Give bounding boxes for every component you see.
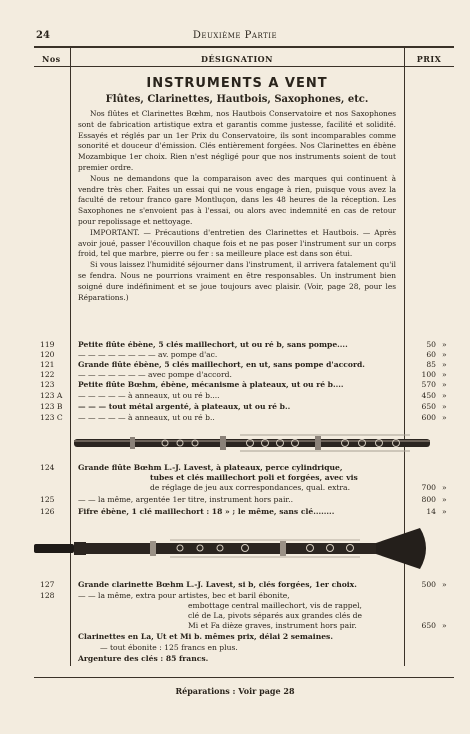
item-price: 85 [426, 360, 436, 369]
item-description: — — — — — — — avec pompe d'accord. [78, 370, 232, 379]
item-number: 124 [40, 463, 55, 472]
price-mark: » [442, 370, 447, 379]
item-description-continued: de réglage de jeu aux correspondances, qual. extra. [150, 483, 350, 492]
item-description: Grande clarinette Bœhm L.-J. Lavest, si b, clés forgées, 1er choix. [78, 580, 357, 589]
item-description-continued: tubes et clés maillechort poli et forgées, avec vis [150, 473, 358, 482]
section-intro [78, 76, 396, 303]
item-price: 800 [421, 495, 436, 504]
item-price: 700 [421, 483, 436, 492]
intro-paragraph-3: IMPORTANT. — Précautions d'entretien des Clarinettes et Hautbois. — Après avoir joué, passer l'écouvillon chaque fois et ne pas poser l'instrument sur un corps froid, tel que marbre, pierre ou fer : sa meilleure place est dans son étui. [78, 227, 396, 259]
price-mark: » [442, 507, 447, 516]
item-price: 450 [421, 391, 436, 400]
footer-note: Réparations : Voir page 28 [175, 686, 295, 696]
table-top-rule [34, 46, 454, 48]
intro-paragraph-2: Nous ne demandons que la comparaison avec des marques qui continuent à vendre très cher. Faites un essai qui ne vous engage à rien, puisque vous avez la faculté de retour franco gare Montluçon, dans les 48 heures de la réception. Les Saxophones ne s'envoient pas à l'essai, ou alors avec indemnité en cas de retour pour repolissage et nettoyage. [78, 173, 396, 226]
item-description: Petite flûte Bœhm, ébène, mécanisme à plateaux, ut ou ré b.... [78, 380, 344, 389]
price-mark: » [442, 413, 447, 422]
extra-note-line: Clarinettes en La, Ut et Mi b. mêmes prix, délai 2 semaines. [78, 632, 333, 641]
item-price: 100 [421, 370, 436, 379]
item-description-continued: clé de La, pivots séparés aux grandes clés de [188, 611, 363, 620]
item-number: 123 C [40, 413, 63, 422]
page-title: Deuxième Partie [192, 30, 278, 41]
item-price: 650 [421, 621, 436, 630]
item-number: 123 B [40, 402, 63, 411]
item-description: Fifre ébène, 1 clé maillechort : 18 » ; le même, sans clé........ [78, 507, 335, 516]
item-number: 120 [40, 350, 55, 359]
item-price: 600 [421, 413, 436, 422]
price-mark: » [442, 360, 447, 369]
clarinet-illustration [30, 524, 440, 574]
item-number: 119 [40, 340, 55, 349]
table-header-rule [34, 66, 454, 67]
item-price: 650 [421, 402, 436, 411]
price-mark: » [442, 391, 447, 400]
item-description: — — — — — — — — av. pompe d'ac. [78, 350, 218, 359]
item-price: 570 [421, 380, 436, 389]
extra-note-line: — tout ébonite : 125 francs en plus. [100, 643, 238, 652]
price-mark: » [442, 340, 447, 349]
price-mark: » [442, 483, 447, 492]
item-number: 121 [40, 360, 55, 369]
item-price: 14 [426, 507, 436, 516]
item-description: Grande flûte Bœhm L.-J. Lavest, à plateaux, perce cylindrique, [78, 463, 343, 472]
item-description: — — — — — à anneaux, ut ou ré b.... [78, 391, 220, 400]
price-mark: » [442, 621, 447, 630]
item-description-continued: embottage central maillechort, vis de rappel, [188, 601, 362, 610]
price-mark: » [442, 350, 447, 359]
item-number: 128 [40, 591, 55, 600]
item-description: — — la même, extra pour artistes, bec et baril ébonite, [78, 591, 290, 600]
column-header-number: Nos [42, 54, 61, 64]
item-description: Petite flûte ébène, 5 clés maillechort, ut ou ré b, sans pompe.... [78, 340, 348, 349]
price-mark: » [442, 402, 447, 411]
footer-rule [34, 677, 454, 678]
item-price: 500 [421, 580, 436, 589]
item-number: 122 [40, 370, 55, 379]
item-description-continued: Mi et Fa dièze graves, instrument hors pair. [188, 621, 357, 630]
column-header-designation: DÉSIGNATION [201, 54, 273, 64]
item-price: 50 [426, 340, 436, 349]
flute-illustration [70, 429, 436, 457]
price-mark: » [442, 380, 447, 389]
section-subtitle: Flûtes, Clarinettes, Hautbois, Saxophones, etc. [105, 94, 369, 105]
intro-paragraph-4: Si vous laissez l'humidité séjourner dans l'instrument, il arrivera fatalement qu'il se fendra. Nous ne pourrions vraiment en être responsables. Un instrument bien soigné dure indéfiniment et se joue toujours avec plaisir. (Voir, page 28, pour les Réparations.) [78, 260, 396, 302]
item-description: — — — tout métal argenté, à plateaux, ut ou ré b.. [78, 402, 291, 411]
section-title: INSTRUMENTS A VENT [146, 76, 328, 91]
intro-paragraph-1: Nos flûtes et Clarinettes Bœhm, nos Hautbois Conservatoire et nos Saxophones sont de fabrication artistique extra et garantis comme justesse, facilité et solidité. Essayés et réglés par un 1er Prix du Conservatoire, ils sont incomparables comme sonorité et douceur d'émission. Clés entièrement forgées. Nos Clarinettes en ébène Mozambique 1er choix. Rien n'est négligé pour que nos instruments soient de tout premier ordre. [78, 109, 396, 172]
item-number: 127 [40, 580, 55, 589]
item-number: 123 A [40, 391, 63, 400]
item-description: — — — — — à anneaux, ut ou ré b.. [78, 413, 215, 422]
item-description: Grande flûte ébène, 5 clés maillechort, en ut, sans pompe d'accord. [78, 360, 365, 369]
item-description: — — la même, argentée 1er titre, instrument hors pair.. [78, 495, 293, 504]
price-mark: » [442, 495, 447, 504]
page-number: 24 [36, 30, 50, 41]
item-number: 125 [40, 495, 55, 504]
price-mark: » [442, 580, 447, 589]
item-number: 126 [40, 507, 55, 516]
item-number: 123 [40, 380, 55, 389]
extra-note-line: Argenture des clés : 85 francs. [78, 654, 209, 663]
column-header-price: PRIX [416, 54, 442, 64]
item-price: 60 [426, 350, 436, 359]
